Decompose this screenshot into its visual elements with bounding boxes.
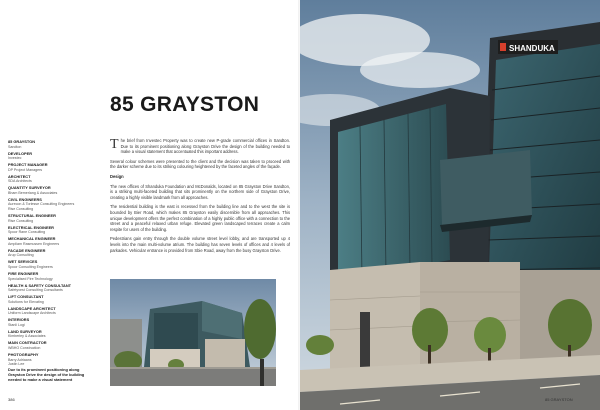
address-totem — [360, 312, 370, 368]
credit-role: MAIN CONTRACTOR — [8, 340, 47, 346]
credit-role: ELECTRICAL ENGINEER — [8, 224, 54, 230]
page-title: 85 GRAYSTON — [110, 93, 260, 116]
credit-name: Sandton — [8, 144, 22, 149]
credit-role: INTERIORS — [8, 317, 30, 323]
credit-item — [8, 175, 98, 184]
cloud — [360, 52, 480, 88]
credit-item — [8, 198, 98, 212]
credit-name: Kimberley & Associates — [8, 334, 46, 339]
credit-item — [8, 307, 98, 316]
street-view-illustration — [110, 279, 276, 386]
project-credits — [8, 140, 98, 369]
credit-name: Solutions for Elevating — [8, 299, 44, 304]
section-heading: Design — [110, 173, 124, 179]
photo-caption: Due to its prominent positioning along Grayston Drive the design of the building needed to make a visual statement — [8, 367, 85, 382]
tree — [244, 299, 276, 359]
credit-item — [8, 214, 98, 223]
credit-name: Justin Lee — [8, 362, 25, 367]
credit-name: Arup Consulting — [8, 253, 34, 258]
stone-base — [205, 339, 245, 367]
paragraph-text: he brief from Investec Property was to create new P-grade commercial offices in Sandton. Due to its prominent positioning along Grayston Drive the design of the building needed to make a visual statement that accentuated this important address. — [120, 138, 290, 155]
kerb — [110, 367, 276, 369]
credit-role: HEALTH & SAFETY CONSULTANT — [8, 282, 72, 288]
credit-item — [8, 260, 98, 269]
paragraph: The new offices of Shanduka Foundation and McDonalds, located on 85 Grayston Drive Sandton, is a striking multi-faceted building that sits prominently on the northern side of Grayston Drive, creating a highly visible landmark from all approaches. — [110, 183, 290, 200]
wing-glazing — [338, 104, 450, 280]
cantilever-box — [440, 150, 532, 225]
tree-trunk — [260, 359, 264, 386]
credit-role: FACADE ENGINEER — [8, 247, 46, 253]
building-sign: SHANDUKA — [509, 44, 555, 53]
credit-item — [8, 163, 98, 172]
paragraph: Several colour schemes were presented to the client and the decision was taken to proceed with the darker scheme due to its striking colouring heightened by the faceted angles of the façade. — [110, 158, 290, 170]
credit-role: PROJECT MANAGER — [8, 162, 48, 168]
credit-role: LAND SURVEYOR — [8, 328, 42, 334]
credit-role: WET SERVICES — [8, 259, 38, 265]
credit-item — [8, 226, 98, 235]
credit-item — [8, 295, 98, 304]
credit-name: Bham Bemerlang & Associates — [8, 190, 58, 195]
logo-mark — [500, 43, 506, 51]
credit-role: ARCHITECT — [8, 173, 31, 179]
credit-name: Spoor Consulting Engineers — [8, 264, 53, 269]
credit-item — [8, 318, 98, 327]
credit-item — [8, 237, 98, 246]
credit-role: FIRE ENGINEER — [8, 270, 39, 276]
credit-role: DEVELOPER — [8, 150, 32, 156]
credit-name: Specialised Fire Technology — [8, 276, 53, 281]
drop-cap: T — [110, 137, 119, 152]
credit-name: SDA Architects — [8, 179, 32, 184]
article-body — [110, 138, 290, 257]
credit-name: Rise Consulting — [8, 207, 34, 212]
credit-name: Rise Consulting — [8, 218, 34, 223]
credit-name: Investec — [8, 156, 22, 161]
tree — [548, 299, 592, 351]
credit-role: QUANTITY SURVEYOR — [8, 185, 51, 191]
credit-role: LIFT CONSULTANT — [8, 294, 44, 300]
credit-item — [8, 186, 98, 195]
credit-name: Spoor Rane Consulting — [8, 230, 46, 235]
credit-role: LANDSCAPE ARCHITECT — [8, 305, 56, 311]
paragraph: Pedestrians gain entry through the double volume street level lobby, and are transported up 4 levels into the main multi-volume atrium. The building has seven levels of offices and 4 levels of parkades. Vehicular entrance is provided from Sbie Road, away from the busy Grayston Drive. — [110, 236, 290, 253]
credit-item — [8, 272, 98, 281]
intro-paragraph — [110, 138, 290, 155]
stone-wall — [330, 262, 420, 375]
tree — [474, 317, 506, 353]
road — [110, 367, 276, 386]
paragraph: The residential building is the east is recessed from the building line and to the west the site is bounded by Bier Road, which makes 85 Grayston easily discernible from all approaches. This unique development offers the perfect combination of a highly public office with a connection to the street and a peaceful relaxed urban refuge. Elevated green landscaped terraces create a calm respite for users of the building. — [110, 204, 290, 232]
credit-role: MECHANICAL ENGINEER — [8, 236, 56, 242]
right-page — [300, 0, 600, 410]
credit-role: CIVIL ENGINEERS — [8, 196, 42, 202]
credit-item — [8, 330, 98, 339]
credit-role: 85 GRAYSTON — [8, 139, 36, 144]
running-footer: 85 GRAYSTON — [545, 397, 573, 402]
credit-name: Safetyvest Consulting Consultants — [8, 288, 63, 293]
credit-item — [8, 152, 98, 161]
credit-name: DP Project Managers — [8, 167, 43, 172]
shrub — [306, 335, 334, 355]
credit-item — [8, 353, 98, 367]
building-photo — [300, 0, 600, 410]
credit-name: Barry Adriaans — [8, 357, 32, 362]
credit-role: STRUCTURAL ENGINEER — [8, 213, 56, 219]
credit-role: PHOTOGRAPHY — [8, 352, 39, 357]
credit-name: Uniform Landscape Architects — [8, 311, 56, 316]
credit-item — [8, 140, 98, 149]
credit-name: Stanli Logi — [8, 322, 25, 327]
credit-name: Aurecon & Torlesse Consulting Engineers — [8, 202, 75, 207]
credit-name: Ampliam Rasmussen Engineers — [8, 241, 60, 246]
credit-item — [8, 284, 98, 293]
page-number: 386 — [8, 397, 15, 402]
credit-item — [8, 249, 98, 258]
credit-item — [8, 341, 98, 350]
street-view-photo — [110, 279, 276, 386]
credit-name: WBHO Construction — [8, 346, 41, 351]
